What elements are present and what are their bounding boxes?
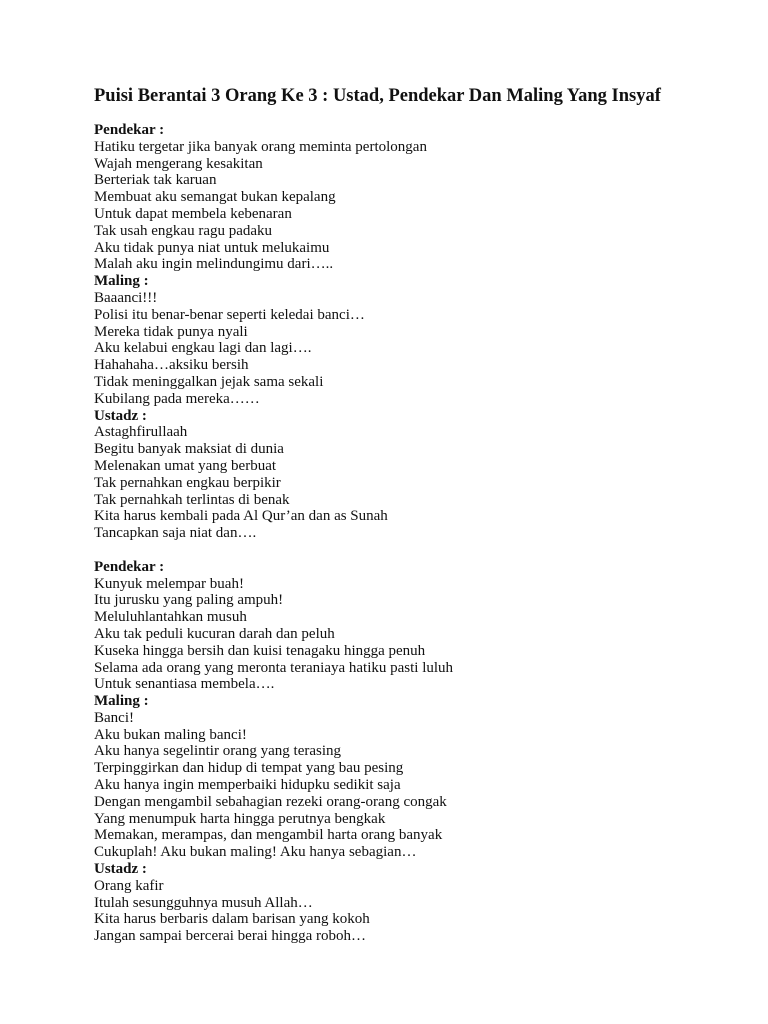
poem-line: Aku tidak punya niat untuk melukaimu: [94, 239, 330, 256]
poem-line: Hatiku tergetar jika banyak orang meminta pertolongan: [94, 138, 427, 155]
speaker-label: Pendekar :: [94, 558, 165, 575]
stanza: [94, 122, 734, 273]
poem-line: Kita harus berbaris dalam barisan yang kokoh: [94, 911, 370, 928]
poem-line: Tak pernahkah terlintas di benak: [94, 491, 290, 508]
poem-line: Kita harus kembali pada Al Qur’an dan as Sunah: [94, 508, 388, 525]
poem-line: Wajah mengerang kesakitan: [94, 155, 263, 172]
poem-line: Memakan, merampas, dan mengambil harta orang banyak: [94, 827, 443, 844]
poem-line: Banci!: [94, 709, 134, 726]
poem-line: Mereka tidak punya nyali: [94, 323, 248, 340]
poem-line: Cukuplah! Aku bukan maling! Aku hanya sebagian…: [94, 844, 417, 861]
poem-line: Tidak meninggalkan jejak sama sekali: [94, 373, 324, 390]
stanza: [94, 408, 734, 542]
poem-line: Yang menumpuk harta hingga perutnya bengkak: [94, 810, 386, 827]
poem-line: Polisi itu benar-benar seperti keledai banci…: [94, 306, 365, 323]
poem-line: Aku kelabui engkau lagi dan lagi….: [94, 340, 312, 357]
poem-line: Begitu banyak maksiat di dunia: [94, 441, 284, 458]
poem-line: Itulah sesungguhnya musuh Allah…: [94, 894, 313, 911]
speaker-label: Maling :: [94, 273, 149, 290]
poem-line: Selama ada orang yang meronta teraniaya hatiku pasti luluh: [94, 659, 454, 676]
speaker-label: Pendekar :: [94, 122, 165, 138]
document-page: [94, 84, 734, 945]
stanza: [94, 693, 734, 861]
poem-line: Berteriak tak karuan: [94, 172, 217, 189]
poem-line: Untuk dapat membela kebenaran: [94, 205, 292, 222]
poem-line: Kunyuk melempar buah!: [94, 575, 244, 592]
poem-line: Dengan mengambil sebahagian rezeki orang-orang congak: [94, 793, 447, 810]
poem-line: Malah aku ingin melindungimu dari…..: [94, 256, 334, 273]
stanza: [94, 559, 734, 693]
poem-line: Hahahaha…aksiku bersih: [94, 357, 249, 374]
poem-line: Aku hanya ingin memperbaiki hidupku sedikit saja: [94, 777, 401, 794]
poem-line: Aku hanya segelintir orang yang terasing: [94, 743, 342, 760]
poem-line: Meluluhlantahkan musuh: [94, 609, 247, 626]
stanza: [94, 861, 734, 945]
poem-line: Astaghfirullaah: [94, 424, 188, 441]
poem-line: Jangan sampai bercerai berai hingga roboh…: [94, 928, 366, 945]
poem-line: Itu jurusku yang paling ampuh!: [94, 592, 284, 609]
poem-body: [94, 122, 734, 945]
document-title: Puisi Berantai 3 Orang Ke 3 : Ustad, Pendekar Dan Maling Yang Insyaf: [94, 86, 661, 106]
poem-line: Tak usah engkau ragu padaku: [94, 222, 273, 239]
poem-line: Membuat aku semangat bukan kepalang: [94, 189, 336, 206]
stanza: [94, 273, 734, 407]
poem-line: Baaanci!!!: [94, 289, 158, 306]
poem-line: Tak pernahkan engkau berpikir: [94, 474, 281, 491]
poem-line: Kuseka hingga bersih dan kuisi tenagaku hingga penuh: [94, 642, 426, 659]
poem-line: Melenakan umat yang berbuat: [94, 457, 277, 474]
speaker-label: Ustadz :: [94, 861, 147, 878]
poem-line: Aku bukan maling banci!: [94, 726, 247, 743]
poem-line: Terpinggirkan dan hidup di tempat yang bau pesing: [94, 760, 404, 777]
speaker-label: Ustadz :: [94, 407, 147, 424]
poem-line: Tancapkan saja niat dan….: [94, 525, 257, 542]
poem-line: Untuk senantiasa membela….: [94, 676, 275, 693]
poem-line: Aku tak peduli kucuran darah dan peluh: [94, 625, 335, 642]
speaker-label: Maling :: [94, 693, 149, 710]
poem-line: Kubilang pada mereka……: [94, 390, 260, 407]
poem-line: Orang kafir: [94, 877, 164, 894]
